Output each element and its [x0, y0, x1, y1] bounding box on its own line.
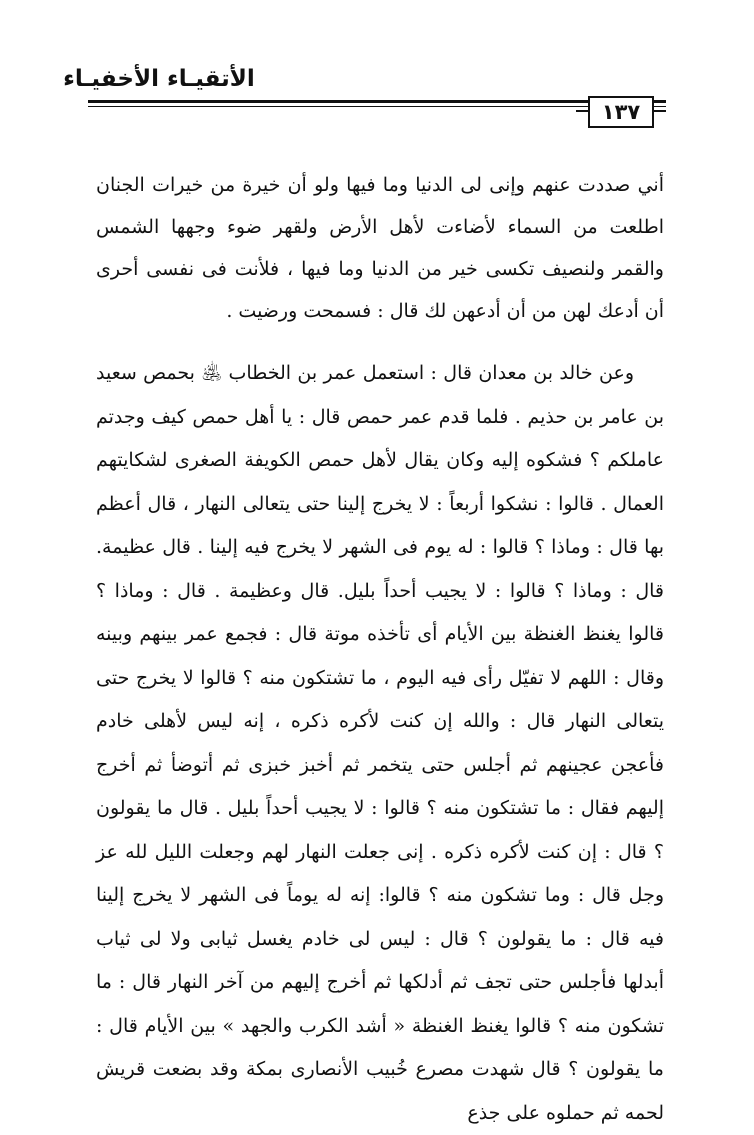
paragraph-2: وعن خالد بن معدان قال : استعمل عمر بن الخطاب ﵁ بحمص سعيد بن عامر بن حذيم . فلما قدم عمر حمص قال : يا أهل حمص كيف وجدتم عاملكم ؟ فشكوه إليه وكان يقال لأهل حمص الكويفة الصغرى لشكايتهم العمال . قالوا : نشكوا أربعاً : لا يخرج إلينا حتى يتعالى النهار ، قال أعظم بها قال : وماذا ؟ قالوا : له يوم فى الشهر لا يخرج فيه إلينا . قال عظيمة. قال : وماذا ؟ قالوا : لا يجيب أحداً بليل. قال وعظيمة . قال : وماذا ؟ قالوا يغنظ الغنظة بين الأيام أى تأخذه موتة قال : فجمع عمر بينهم وبينه وقال : اللهم لا تفيّل رأى فيه اليوم ، ما تشتكون منه ؟ قالوا لا يخرج حتى يتعالى النهار قال : والله إن كنت لأكره ذكره ، إنه ليس لأهلى خادم فأعجن عجينهم ثم أجلس حتى يتخمر ثم أخبز خبزى ثم أتوضأ ثم أخرج إليهم فقال : ما تشتكون منه ؟ قالوا : لا يجيب أحداً بليل . قال ما يقولون ؟ قال : إن كنت لأكره ذكره . إنى جعلت النهار لهم وجعلت الليل لله عز وجل قال : وما تشكون منه ؟ قالوا: إنه له يوماً فى الشهر لا يخرج إلينا فيه قال : ما يقولون ؟ قال : ليس لى خادم يغسل ثيابى ولا لى ثياب أبدلها فأجلس حتى تجف ثم أدلكها ثم أخرج إليهم من آخر النهار قال : ما تشكون منه ؟ قالوا يغنظ الغنظة « أشد الكرب والجهد » بين الأيام قال : ما يقولون ؟ قال شهدت مصرع خُبيب الأنصارى بمكة وقد بضعت قريش لحمه ثم حملوه على جذع — [96, 362, 664, 1124]
page-number: ١٣٧ — [588, 96, 654, 128]
running-header-title: الأتقيـاء الأخفيـاء — [63, 66, 255, 92]
header-rule-thick — [88, 100, 666, 103]
page-number-tick-right — [654, 110, 666, 112]
body-text — [96, 164, 664, 1135]
paragraph-1: أني صددت عنهم وإنى لى الدنيا وما فيها ولو أن خيرة من خيرات الجنان اطلعت من السماء لأضاءت لأهل الأرض ولقهر ضوء وجهها الشمس والقمر ولنصيف تكسى خير من الدنيا وما فيها ، فلأنت فى نفسى أحرى أن أدعك لهن من أن أدعهن لك قال : فسمحت ورضيت . — [96, 174, 664, 322]
page-number-tick-left — [576, 110, 588, 112]
header-rule-thin — [88, 106, 666, 107]
